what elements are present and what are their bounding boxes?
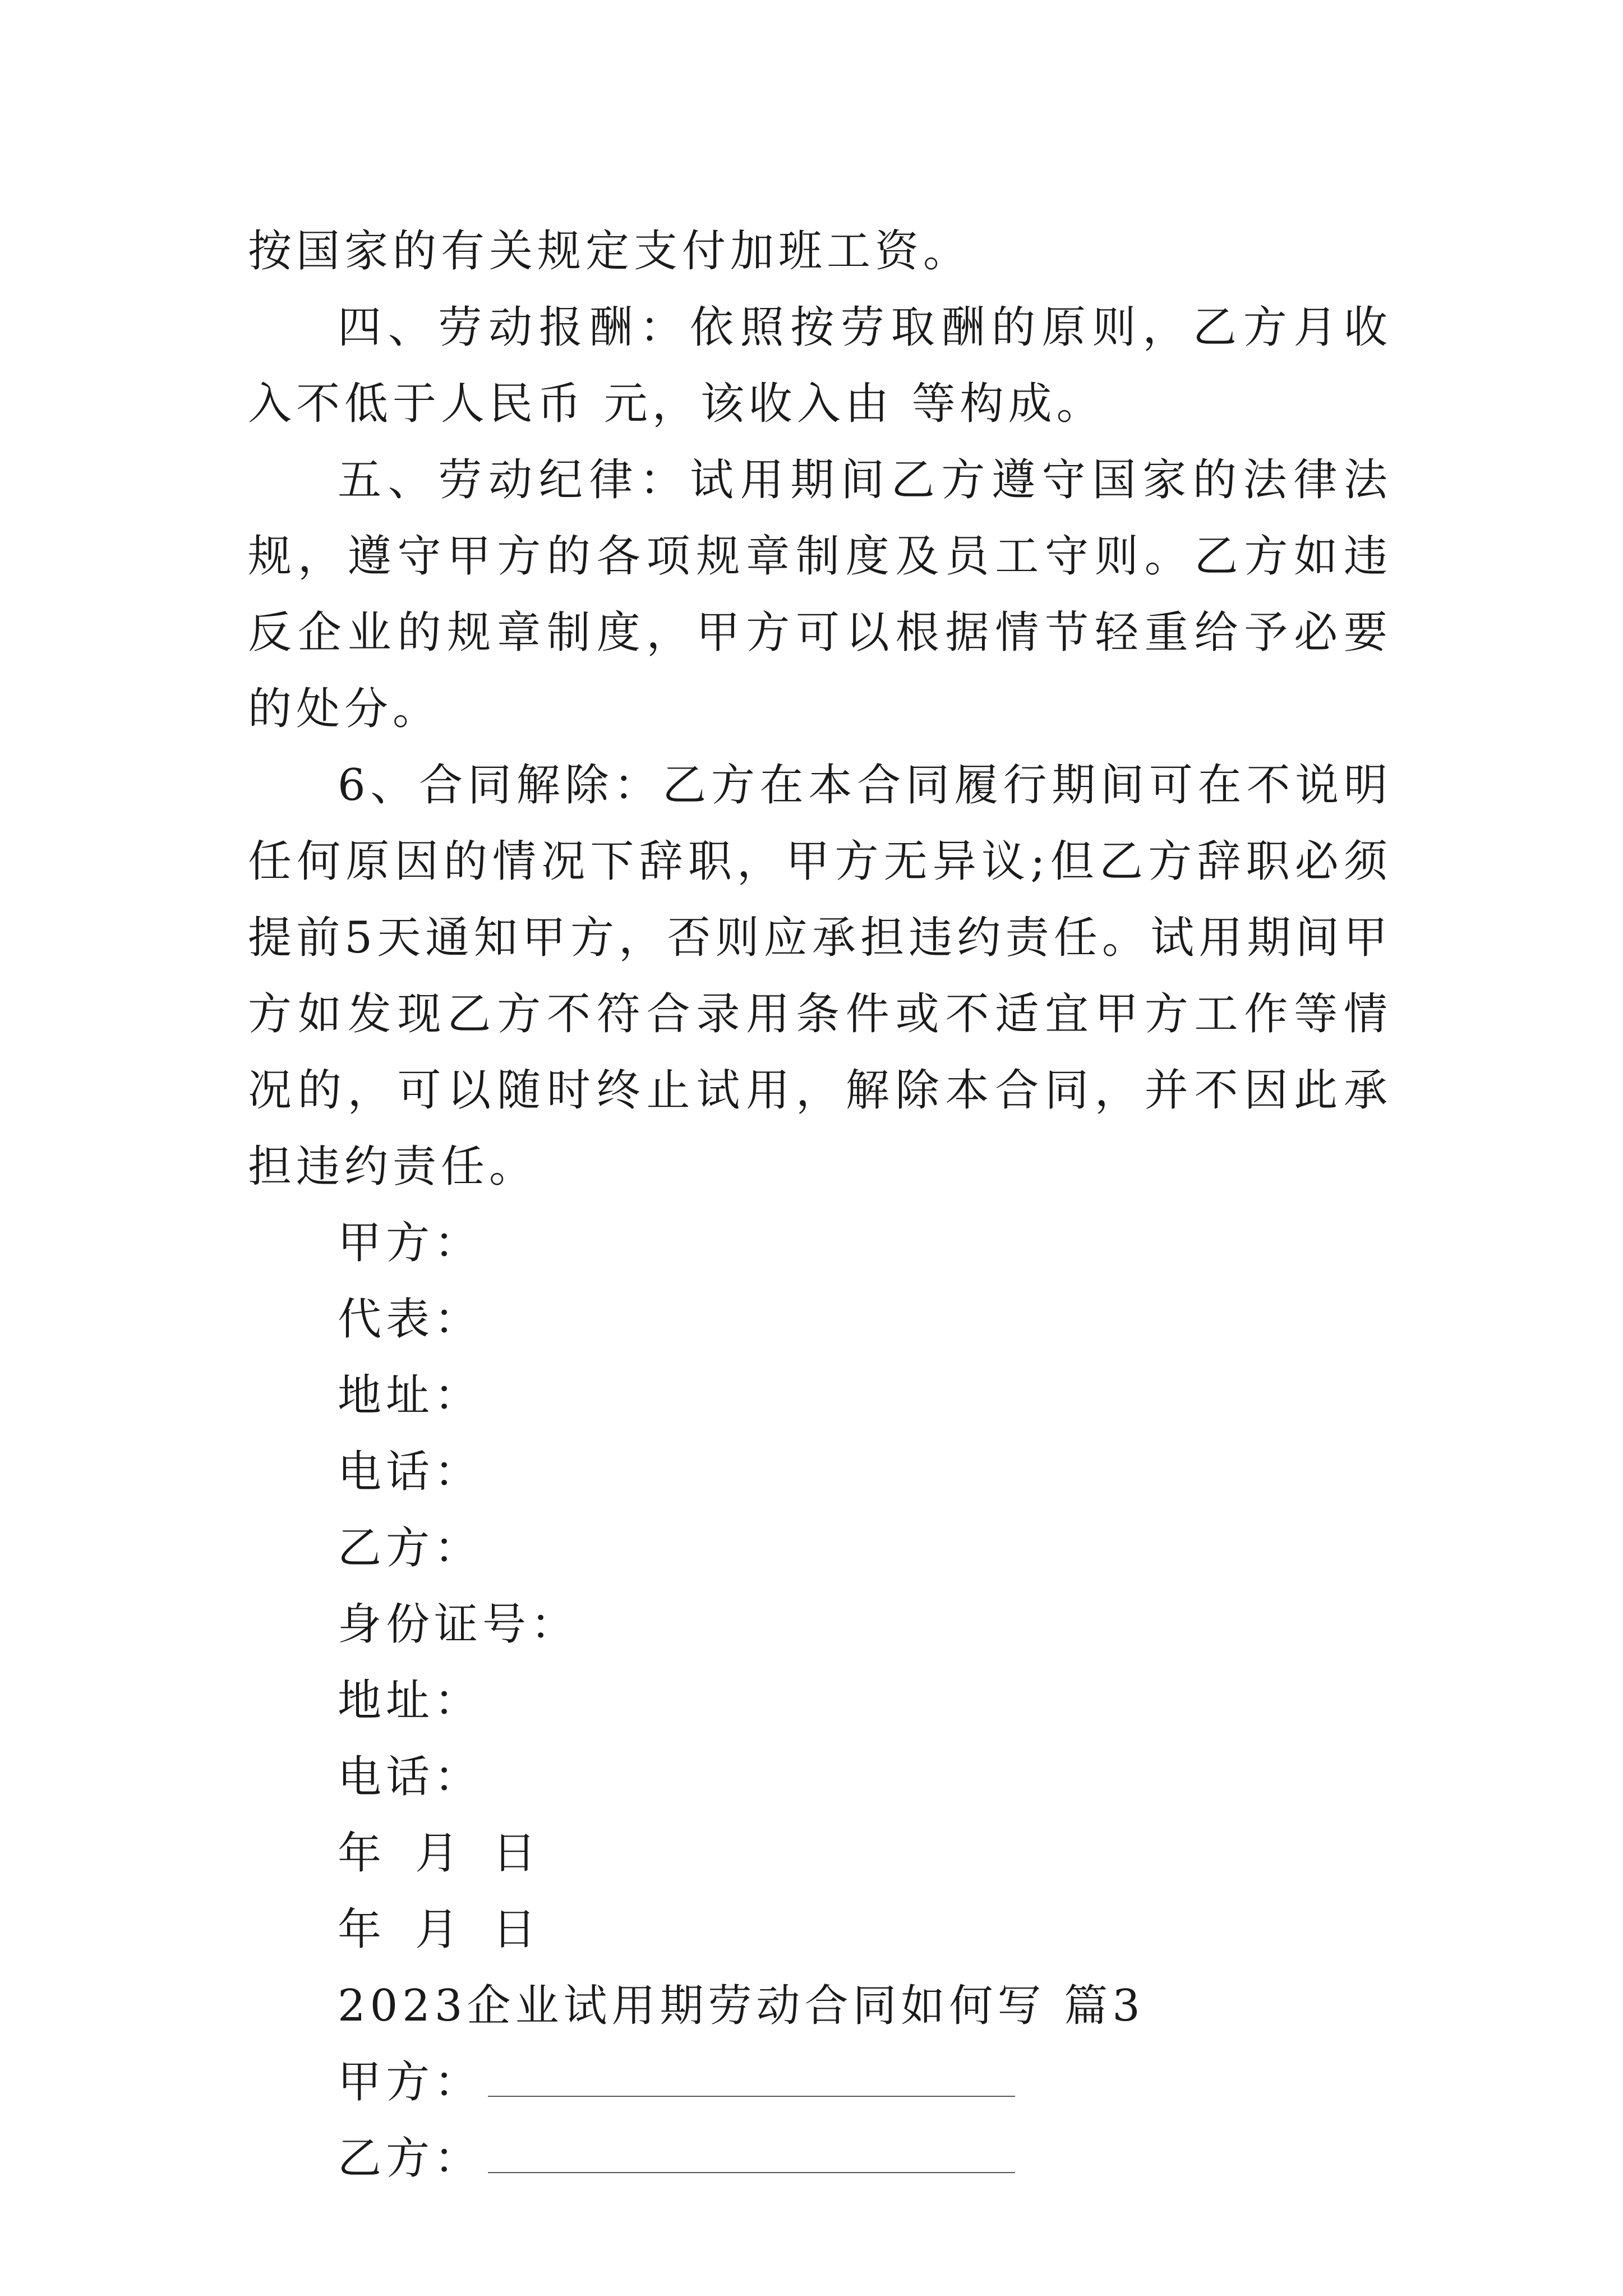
address-a-label: 地址： (338, 1370, 483, 1421)
id-number-label: 身份证号： (338, 1599, 579, 1650)
date-month: 月 (415, 1828, 459, 1879)
phone-a-label: 电话： (338, 1447, 483, 1497)
paragraph-remuneration: 四、劳动报酬：依照按劳取酬的原则，乙方月收入不低于人民币 元，该收入由 等构成。 (248, 302, 1392, 429)
paragraph-termination: 6、合同解除：乙方在本合同履行期间可在不说明任何原因的情况下辞职，甲方无异议;但乙方辞职必须提前5天通知甲方，否则应承担违约责任。试用期间甲方如发现乙方不符合录用条件或不适宜甲方工作等情况的，可以随时终止试用，解除本合同，并不因此承担违约责任。 (248, 760, 1392, 1192)
paragraph-discipline: 五、劳动纪律：试用期间乙方遵守国家的法律法规，遵守甲方的各项规章制度及员工守则。乙方如违反企业的规章制度，甲方可以根据情节轻重给予必要的处分。 (248, 455, 1392, 734)
representative-label: 代表： (338, 1294, 483, 1345)
date-line-b (338, 1892, 1392, 1968)
party-a-label: 甲方： (338, 1218, 483, 1268)
date-day: 日 (492, 1828, 537, 1879)
document-page (248, 213, 1392, 2197)
date-day: 日 (492, 1904, 537, 1955)
section-title: 2023企业试用期劳动合同如何写 篇3 (338, 1981, 1145, 2031)
new-contract-party-a (338, 2044, 1392, 2120)
phone-b-label: 电话： (338, 1752, 483, 1802)
new-contract-party-b (338, 2120, 1392, 2197)
paragraph-overtime: 按国家的有关规定支付加班工资。 (248, 226, 972, 277)
date-month: 月 (415, 1904, 459, 1955)
party-b-blank-line (488, 2138, 1015, 2173)
party-b-label: 乙方： (338, 1523, 483, 1573)
address-b-label: 地址： (338, 1676, 483, 1726)
new-party-b-label: 乙方： (338, 2133, 483, 2184)
date-line-a (338, 1815, 1392, 1892)
date-year: 年 (338, 1904, 382, 1955)
date-year: 年 (338, 1828, 382, 1879)
party-a-blank-line (488, 2062, 1015, 2097)
new-party-a-label: 甲方： (338, 2057, 483, 2108)
